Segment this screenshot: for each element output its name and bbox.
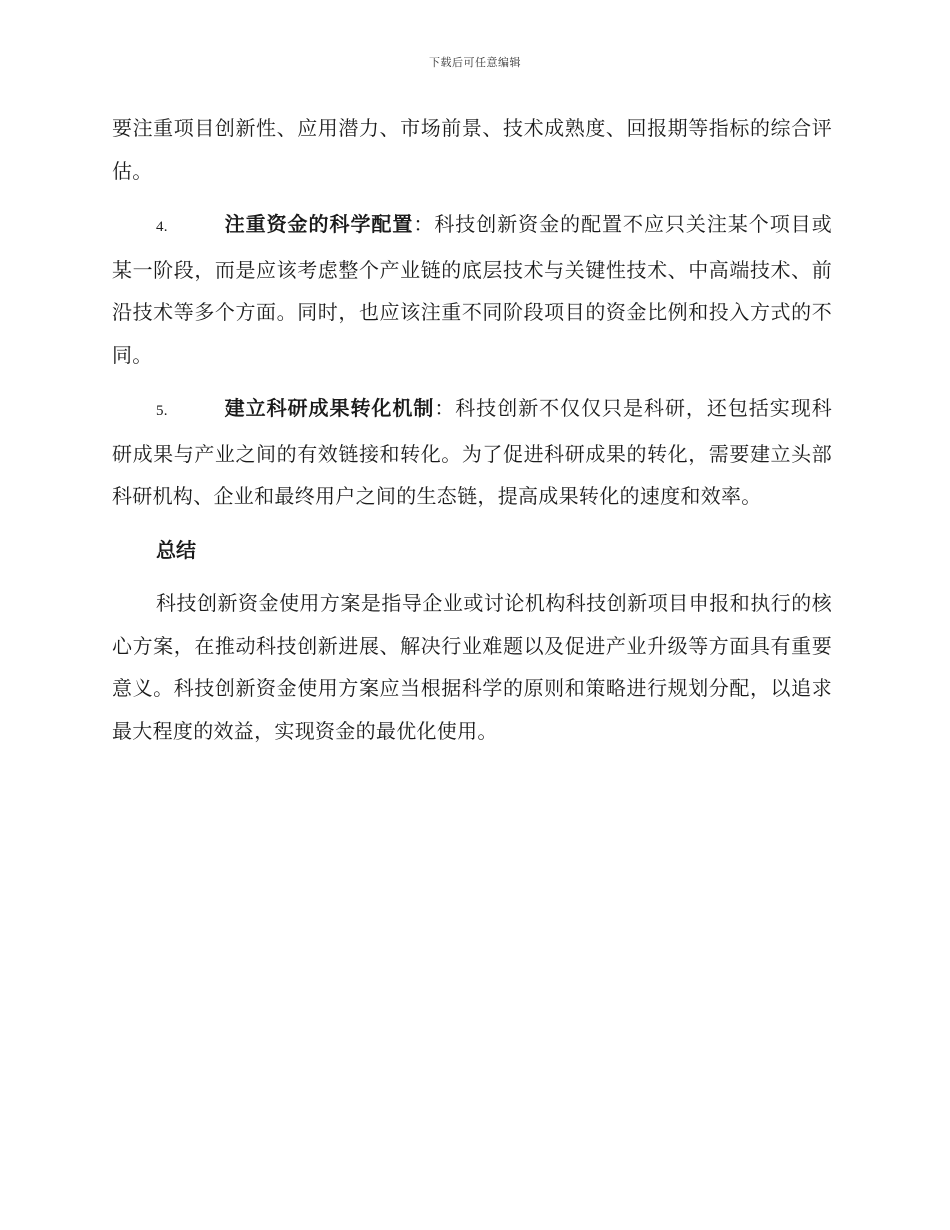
list-item-4 <box>112 203 832 376</box>
intro-paragraph: 要注重项目创新性、应用潜力、市场前景、技术成熟度、回报期等指标的综合评估。 <box>112 116 832 183</box>
list-item-separator: ： <box>434 396 456 420</box>
document-body <box>112 107 832 763</box>
list-item-body: 科技创新资金的配置不应只关注某个项目或某一阶段，而是应该考虑整个产业链的底层技术与关键性技术、中高端技术、前沿技术等多个方面。同时，也应该注重不同阶段项目的资金比例和投入方式的不同。 <box>112 212 832 367</box>
page-header: 下载后可任意编辑 <box>429 56 521 69</box>
list-item-5 <box>112 387 832 518</box>
list-item-separator: ： <box>413 212 435 236</box>
list-item-title: 建立科研成果转化机制 <box>224 396 435 420</box>
summary-paragraph: 科技创新资金使用方案是指导企业或讨论机构科技创新项目申报和执行的核心方案，在推动科技创新进展、解决行业难题以及促进产业升级等方面具有重要意义。科技创新资金使用方案应当根据科学的原则和策略进行规划分配，以追求最大程度的效益，实现资金的最优化使用。 <box>112 591 832 743</box>
summary-heading: 总结 <box>156 537 196 562</box>
list-number: 4. <box>156 219 168 235</box>
list-item-title: 注重资金的科学配置 <box>224 212 414 236</box>
list-number: 5. <box>156 403 168 419</box>
list-item-body: 科技创新不仅仅只是科研，还包括实现科研成果与产业之间的有效链接和转化。为了促进科研成果的转化，需要建立头部科研机构、企业和最终用户之间的生态链，提高成果转化的速度和效率。 <box>112 396 832 508</box>
